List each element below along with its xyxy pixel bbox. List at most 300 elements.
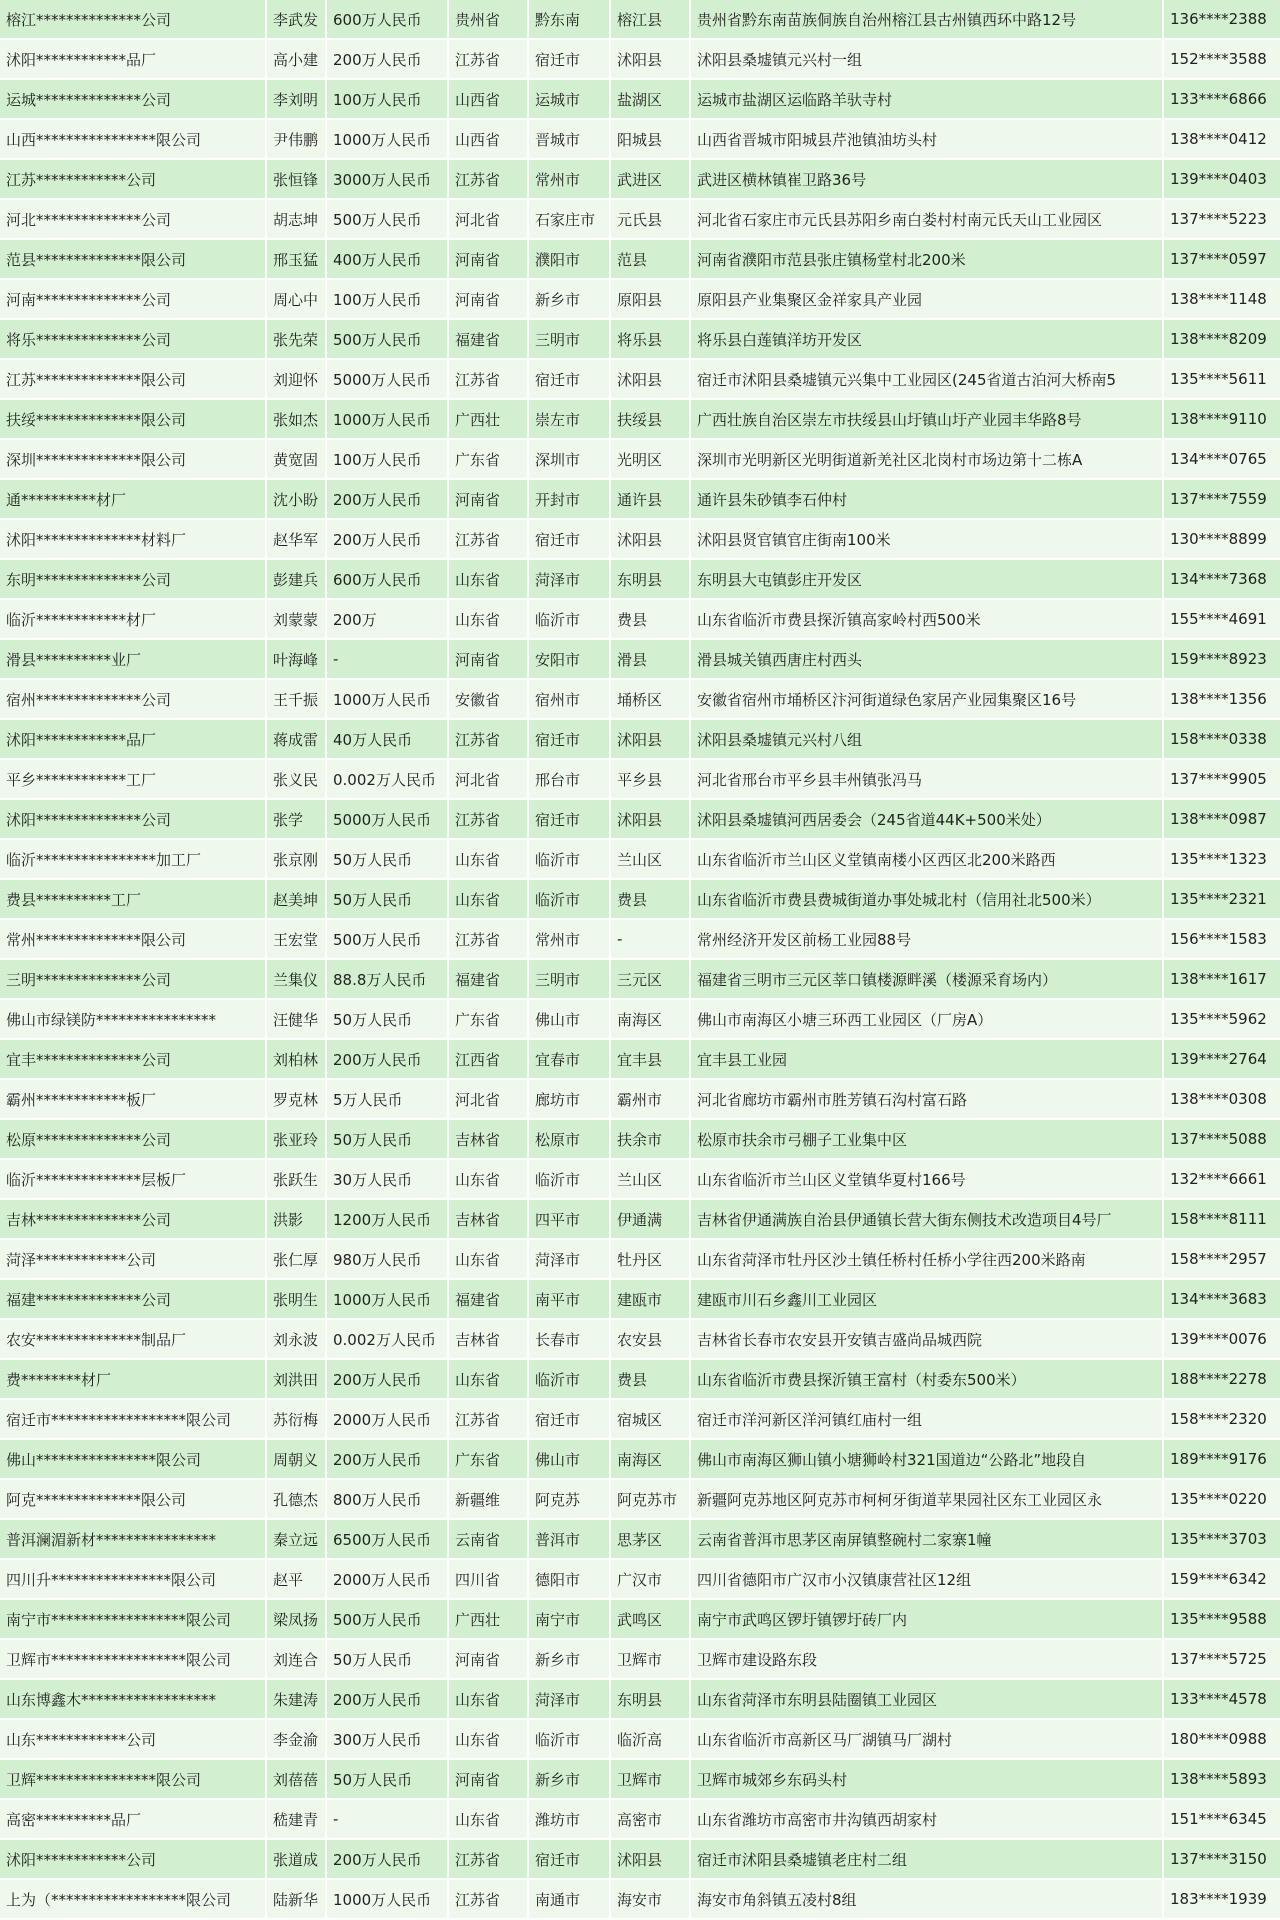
legal-person-cell: 嵇建青: [267, 1800, 325, 1840]
district-cell: 霸州市: [611, 1080, 689, 1120]
phone-cell: 139****0403: [1164, 160, 1280, 200]
province-cell: 山东省: [449, 1360, 527, 1400]
registered-capital-cell: 980万人民币: [327, 1240, 447, 1280]
address-cell: 福建省三明市三元区莘口镇楼源畔溪（楼源采育场内）: [691, 960, 1162, 1000]
city-cell: 邢台市: [529, 760, 609, 800]
company-name-cell: 宿州**************公司: [0, 680, 265, 720]
city-cell: 三明市: [529, 960, 609, 1000]
registered-capital-cell: 0.002万人民币: [327, 1320, 447, 1360]
legal-person-cell: 张道成: [267, 1840, 325, 1880]
registered-capital-cell: 5万人民币: [327, 1080, 447, 1120]
phone-cell: 135****5962: [1164, 1000, 1280, 1040]
city-cell: 新乡市: [529, 1640, 609, 1680]
registered-capital-cell: 500万人民币: [327, 200, 447, 240]
district-cell: 宜丰县: [611, 1040, 689, 1080]
address-cell: 卫辉市建设路东段: [691, 1640, 1162, 1680]
address-cell: 山东省临沂市兰山区义堂镇南楼小区西区北200米路西: [691, 840, 1162, 880]
registered-capital-cell: 3000万人民币: [327, 160, 447, 200]
company-name-cell: 三明**************公司: [0, 960, 265, 1000]
city-cell: 临沂市: [529, 880, 609, 920]
company-name-cell: 山东博鑫木******************: [0, 1680, 265, 1720]
legal-person-cell: 刘永波: [267, 1320, 325, 1360]
city-cell: 常州市: [529, 920, 609, 960]
city-cell: 普洱市: [529, 1520, 609, 1560]
city-cell: 临沂市: [529, 1720, 609, 1760]
address-cell: 新疆阿克苏地区阿克苏市柯柯牙街道苹果园社区东工业园区永: [691, 1480, 1162, 1520]
legal-person-cell: 刘迎怀: [267, 360, 325, 400]
city-cell: 宿迁市: [529, 1400, 609, 1440]
district-cell: 沭阳县: [611, 40, 689, 80]
table-row: [0, 1560, 1280, 1600]
city-cell: 临沂市: [529, 600, 609, 640]
city-cell: 三明市: [529, 320, 609, 360]
registered-capital-cell: 200万人民币: [327, 40, 447, 80]
table-row: [0, 40, 1280, 80]
district-cell: 思茅区: [611, 1520, 689, 1560]
address-cell: 宿迁市洋河新区洋河镇红庙村一组: [691, 1400, 1162, 1440]
address-cell: 海安市角斜镇五凌村8组: [691, 1880, 1162, 1920]
phone-cell: 151****6345: [1164, 1800, 1280, 1840]
city-cell: 新乡市: [529, 1760, 609, 1800]
phone-cell: 158****8111: [1164, 1200, 1280, 1240]
city-cell: 长春市: [529, 1320, 609, 1360]
district-cell: 卫辉市: [611, 1640, 689, 1680]
phone-cell: 158****2957: [1164, 1240, 1280, 1280]
province-cell: 江苏省: [449, 520, 527, 560]
company-name-cell: 扶绥**************限公司: [0, 400, 265, 440]
table-row: [0, 1880, 1280, 1920]
phone-cell: 134****3683: [1164, 1280, 1280, 1320]
address-cell: 常州经济开发区前杨工业园88号: [691, 920, 1162, 960]
province-cell: 山东省: [449, 840, 527, 880]
district-cell: 扶绥县: [611, 400, 689, 440]
company-name-cell: 菏泽************公司: [0, 1240, 265, 1280]
province-cell: 山东省: [449, 1240, 527, 1280]
province-cell: 江西省: [449, 1040, 527, 1080]
company-name-cell: 河南**************公司: [0, 280, 265, 320]
city-cell: 阿克苏: [529, 1480, 609, 1520]
district-cell: 海安市: [611, 1880, 689, 1920]
phone-cell: 134****7368: [1164, 560, 1280, 600]
company-name-cell: 农安**************制品厂: [0, 1320, 265, 1360]
phone-cell: 138****1148: [1164, 280, 1280, 320]
province-cell: 吉林省: [449, 1320, 527, 1360]
address-cell: 通许县朱砂镇李石仲村: [691, 480, 1162, 520]
legal-person-cell: 王宏堂: [267, 920, 325, 960]
phone-cell: 137****3150: [1164, 1840, 1280, 1880]
table-row: [0, 1200, 1280, 1240]
phone-cell: 138****0987: [1164, 800, 1280, 840]
legal-person-cell: 张恒锋: [267, 160, 325, 200]
legal-person-cell: 沈小盼: [267, 480, 325, 520]
registered-capital-cell: 200万: [327, 600, 447, 640]
registered-capital-cell: 400万人民币: [327, 240, 447, 280]
registered-capital-cell: 600万人民币: [327, 0, 447, 40]
company-name-cell: 霸州************板厂: [0, 1080, 265, 1120]
legal-person-cell: 张仁厚: [267, 1240, 325, 1280]
address-cell: 深圳市光明新区光明街道新羌社区北岗村市场边第十二栋A: [691, 440, 1162, 480]
city-cell: 黔东南: [529, 0, 609, 40]
city-cell: 德阳市: [529, 1560, 609, 1600]
city-cell: 安阳市: [529, 640, 609, 680]
registered-capital-cell: 300万人民币: [327, 1720, 447, 1760]
district-cell: 南海区: [611, 1000, 689, 1040]
phone-cell: 135****3703: [1164, 1520, 1280, 1560]
company-name-cell: 佛山市绿镁防****************: [0, 1000, 265, 1040]
company-name-cell: 滑县**********业厂: [0, 640, 265, 680]
address-cell: 宿迁市沭阳县桑墟镇元兴集中工业园区(245省道古泊河大桥南5: [691, 360, 1162, 400]
address-cell: 佛山市南海区小塘三环西工业园区（厂房A）: [691, 1000, 1162, 1040]
district-cell: 高密市: [611, 1800, 689, 1840]
company-name-cell: 临沂**************层板厂: [0, 1160, 265, 1200]
company-name-cell: 沭阳************品厂: [0, 40, 265, 80]
registered-capital-cell: 6500万人民币: [327, 1520, 447, 1560]
registered-capital-cell: 600万人民币: [327, 560, 447, 600]
address-cell: 山东省菏泽市牡丹区沙土镇任桥村任桥小学往西200米路南: [691, 1240, 1162, 1280]
province-cell: 吉林省: [449, 1120, 527, 1160]
legal-person-cell: 刘洪田: [267, 1360, 325, 1400]
province-cell: 河南省: [449, 280, 527, 320]
registered-capital-cell: 100万人民币: [327, 80, 447, 120]
registered-capital-cell: 500万人民币: [327, 920, 447, 960]
legal-person-cell: 张义民: [267, 760, 325, 800]
address-cell: 佛山市南海区狮山镇小塘狮岭村321国道边“公路北”地段自: [691, 1440, 1162, 1480]
table-row: [0, 320, 1280, 360]
legal-person-cell: 张如杰: [267, 400, 325, 440]
phone-cell: 152****3588: [1164, 40, 1280, 80]
table-row: [0, 240, 1280, 280]
phone-cell: 135****0220: [1164, 1480, 1280, 1520]
district-cell: 农安县: [611, 1320, 689, 1360]
company-name-cell: 临沂************材厂: [0, 600, 265, 640]
company-name-cell: 山西****************限公司: [0, 120, 265, 160]
registered-capital-cell: 200万人民币: [327, 1360, 447, 1400]
registered-capital-cell: 200万人民币: [327, 480, 447, 520]
table-row: [0, 80, 1280, 120]
table-row: [0, 1760, 1280, 1800]
legal-person-cell: 刘连合: [267, 1640, 325, 1680]
legal-person-cell: 王千振: [267, 680, 325, 720]
company-name-cell: 临沂****************加工厂: [0, 840, 265, 880]
city-cell: 南通市: [529, 1880, 609, 1920]
company-name-cell: 运城**************公司: [0, 80, 265, 120]
phone-cell: 138****0412: [1164, 120, 1280, 160]
address-cell: 东明县大屯镇彭庄开发区: [691, 560, 1162, 600]
legal-person-cell: 高小建: [267, 40, 325, 80]
district-cell: 兰山区: [611, 840, 689, 880]
legal-person-cell: 叶海峰: [267, 640, 325, 680]
address-cell: 南宁市武鸣区锣圩镇锣圩砖厂内: [691, 1600, 1162, 1640]
registered-capital-cell: 1000万人民币: [327, 1880, 447, 1920]
legal-person-cell: 邢玉猛: [267, 240, 325, 280]
province-cell: 广东省: [449, 440, 527, 480]
phone-cell: 138****5893: [1164, 1760, 1280, 1800]
province-cell: 江苏省: [449, 1840, 527, 1880]
table-row: [0, 1440, 1280, 1480]
table-row: [0, 200, 1280, 240]
table-row: [0, 1600, 1280, 1640]
phone-cell: 158****0338: [1164, 720, 1280, 760]
company-name-cell: 佛山****************限公司: [0, 1440, 265, 1480]
city-cell: 南平市: [529, 1280, 609, 1320]
table-row: [0, 1240, 1280, 1280]
district-cell: 宿城区: [611, 1400, 689, 1440]
legal-person-cell: 秦立远: [267, 1520, 325, 1560]
table-row: [0, 1840, 1280, 1880]
district-cell: 武鸣区: [611, 1600, 689, 1640]
address-cell: 河北省邢台市平乡县丰州镇张冯马: [691, 760, 1162, 800]
registered-capital-cell: -: [327, 640, 447, 680]
city-cell: 廊坊市: [529, 1080, 609, 1120]
district-cell: 阿克苏市: [611, 1480, 689, 1520]
city-cell: 临沂市: [529, 840, 609, 880]
city-cell: 南宁市: [529, 1600, 609, 1640]
province-cell: 江苏省: [449, 920, 527, 960]
company-name-cell: 费县**********工厂: [0, 880, 265, 920]
company-name-cell: 吉林**************公司: [0, 1200, 265, 1240]
address-cell: 云南省普洱市思茅区南屏镇整碗村二家寨1幢: [691, 1520, 1162, 1560]
legal-person-cell: 陆新华: [267, 1880, 325, 1920]
table-row: [0, 160, 1280, 200]
table-row: [0, 1480, 1280, 1520]
legal-person-cell: 梁凤扬: [267, 1600, 325, 1640]
legal-person-cell: 张先荣: [267, 320, 325, 360]
registered-capital-cell: 50万人民币: [327, 1760, 447, 1800]
phone-cell: 183****1939: [1164, 1880, 1280, 1920]
city-cell: 运城市: [529, 80, 609, 120]
address-cell: 广西壮族自治区崇左市扶绥县山圩镇山圩产业园丰华路8号: [691, 400, 1162, 440]
legal-person-cell: 苏衍梅: [267, 1400, 325, 1440]
address-cell: 吉林省伊通满族自治县伊通镇长营大街东侧技术改造项目4号厂: [691, 1200, 1162, 1240]
legal-person-cell: 张跃生: [267, 1160, 325, 1200]
address-cell: 滑县城关镇西唐庄村西头: [691, 640, 1162, 680]
address-cell: 山东省临沂市费县费城街道办事处城北村（信用社北500米）: [691, 880, 1162, 920]
city-cell: 菏泽市: [529, 1240, 609, 1280]
company-name-cell: 平乡************工厂: [0, 760, 265, 800]
district-cell: 平乡县: [611, 760, 689, 800]
city-cell: 潍坊市: [529, 1800, 609, 1840]
phone-cell: 138****1617: [1164, 960, 1280, 1000]
legal-person-cell: 黄宽固: [267, 440, 325, 480]
address-cell: 宿迁市沭阳县桑墟镇老庄村二组: [691, 1840, 1162, 1880]
legal-person-cell: 尹伟鹏: [267, 120, 325, 160]
company-name-cell: 宿迁市******************限公司: [0, 1400, 265, 1440]
district-cell: 盐湖区: [611, 80, 689, 120]
city-cell: 宜春市: [529, 1040, 609, 1080]
province-cell: 山东省: [449, 880, 527, 920]
phone-cell: 135****1323: [1164, 840, 1280, 880]
company-name-cell: 江苏**************限公司: [0, 360, 265, 400]
registered-capital-cell: 800万人民币: [327, 1480, 447, 1520]
phone-cell: 139****0076: [1164, 1320, 1280, 1360]
legal-person-cell: 孔德杰: [267, 1480, 325, 1520]
table-row: [0, 440, 1280, 480]
phone-cell: 137****9905: [1164, 760, 1280, 800]
city-cell: 开封市: [529, 480, 609, 520]
registered-capital-cell: 1000万人民币: [327, 400, 447, 440]
district-cell: 费县: [611, 880, 689, 920]
city-cell: 菏泽市: [529, 1680, 609, 1720]
address-cell: 建瓯市川石乡鑫川工业园区: [691, 1280, 1162, 1320]
phone-cell: 133****6866: [1164, 80, 1280, 120]
phone-cell: 133****4578: [1164, 1680, 1280, 1720]
province-cell: 山东省: [449, 1720, 527, 1760]
province-cell: 山东省: [449, 600, 527, 640]
address-cell: 运城市盐湖区运临路羊驮寺村: [691, 80, 1162, 120]
address-cell: 山东省潍坊市高密市井沟镇西胡家村: [691, 1800, 1162, 1840]
company-name-cell: 普洱澜湄新材****************: [0, 1520, 265, 1560]
city-cell: 新乡市: [529, 280, 609, 320]
table-row: [0, 720, 1280, 760]
table-row: [0, 360, 1280, 400]
address-cell: 山东省菏泽市东明县陆圈镇工业园区: [691, 1680, 1162, 1720]
legal-person-cell: 张京刚: [267, 840, 325, 880]
table-row: [0, 1360, 1280, 1400]
district-cell: 通许县: [611, 480, 689, 520]
table-row: [0, 560, 1280, 600]
company-name-cell: 南宁市******************限公司: [0, 1600, 265, 1640]
city-cell: 常州市: [529, 160, 609, 200]
table-row: [0, 1280, 1280, 1320]
city-cell: 崇左市: [529, 400, 609, 440]
table-row: [0, 0, 1280, 40]
city-cell: 佛山市: [529, 1440, 609, 1480]
district-cell: 三元区: [611, 960, 689, 1000]
district-cell: 沭阳县: [611, 520, 689, 560]
province-cell: 山东省: [449, 560, 527, 600]
legal-person-cell: 刘蓓蓓: [267, 1760, 325, 1800]
table-row: [0, 1120, 1280, 1160]
registered-capital-cell: 2000万人民币: [327, 1560, 447, 1600]
district-cell: 临沂高: [611, 1720, 689, 1760]
company-name-cell: 卫辉市******************限公司: [0, 1640, 265, 1680]
phone-cell: 189****9176: [1164, 1440, 1280, 1480]
legal-person-cell: 李武发: [267, 0, 325, 40]
address-cell: 吉林省长春市农安县开安镇吉盛尚品城西院: [691, 1320, 1162, 1360]
company-name-cell: 四川升****************限公司: [0, 1560, 265, 1600]
company-name-cell: 卫辉****************限公司: [0, 1760, 265, 1800]
company-name-cell: 河北**************公司: [0, 200, 265, 240]
legal-person-cell: 赵美坤: [267, 880, 325, 920]
registered-capital-cell: 200万人民币: [327, 1840, 447, 1880]
table-row: [0, 880, 1280, 920]
province-cell: 山西省: [449, 80, 527, 120]
district-cell: 范县: [611, 240, 689, 280]
company-name-cell: 东明**************公司: [0, 560, 265, 600]
legal-person-cell: 张学: [267, 800, 325, 840]
province-cell: 河北省: [449, 760, 527, 800]
district-cell: -: [611, 920, 689, 960]
company-name-cell: 深圳**************限公司: [0, 440, 265, 480]
province-cell: 山西省: [449, 120, 527, 160]
phone-cell: 137****7559: [1164, 480, 1280, 520]
registered-capital-cell: 30万人民币: [327, 1160, 447, 1200]
table-row: [0, 1160, 1280, 1200]
district-cell: 费县: [611, 600, 689, 640]
phone-cell: 137****5223: [1164, 200, 1280, 240]
district-cell: 牡丹区: [611, 1240, 689, 1280]
registered-capital-cell: 200万人民币: [327, 1440, 447, 1480]
table-row: [0, 480, 1280, 520]
province-cell: 江苏省: [449, 720, 527, 760]
legal-person-cell: 李金渝: [267, 1720, 325, 1760]
city-cell: 深圳市: [529, 440, 609, 480]
address-cell: 松原市扶余市弓棚子工业集中区: [691, 1120, 1162, 1160]
company-name-cell: 山东************公司: [0, 1720, 265, 1760]
registered-capital-cell: -: [327, 1800, 447, 1840]
legal-person-cell: 罗克林: [267, 1080, 325, 1120]
table-row: [0, 1520, 1280, 1560]
registered-capital-cell: 200万人民币: [327, 1040, 447, 1080]
district-cell: 费县: [611, 1360, 689, 1400]
address-cell: 山西省晋城市阳城县芹池镇油坊头村: [691, 120, 1162, 160]
province-cell: 福建省: [449, 320, 527, 360]
table-row: [0, 400, 1280, 440]
phone-cell: 156****1583: [1164, 920, 1280, 960]
table-row: [0, 640, 1280, 680]
table-row: [0, 1400, 1280, 1440]
legal-person-cell: 周心中: [267, 280, 325, 320]
province-cell: 吉林省: [449, 1200, 527, 1240]
registered-capital-cell: 88.8万人民币: [327, 960, 447, 1000]
company-name-cell: 高密**********品厂: [0, 1800, 265, 1840]
company-name-cell: 沭阳************公司: [0, 1840, 265, 1880]
district-cell: 东明县: [611, 560, 689, 600]
phone-cell: 155****4691: [1164, 600, 1280, 640]
province-cell: 河北省: [449, 1080, 527, 1120]
district-cell: 扶余市: [611, 1120, 689, 1160]
registered-capital-cell: 1000万人民币: [327, 680, 447, 720]
district-cell: 将乐县: [611, 320, 689, 360]
province-cell: 江苏省: [449, 40, 527, 80]
address-cell: 河南省濮阳市范县张庄镇杨堂村北200米: [691, 240, 1162, 280]
phone-cell: 134****0765: [1164, 440, 1280, 480]
phone-cell: 137****0597: [1164, 240, 1280, 280]
address-cell: 山东省临沂市兰山区义堂镇华夏村166号: [691, 1160, 1162, 1200]
district-cell: 南海区: [611, 1440, 689, 1480]
company-name-cell: 宜丰**************公司: [0, 1040, 265, 1080]
district-cell: 光明区: [611, 440, 689, 480]
table-row: [0, 1320, 1280, 1360]
registered-capital-cell: 50万人民币: [327, 1640, 447, 1680]
company-name-cell: 沭阳**************材料厂: [0, 520, 265, 560]
city-cell: 宿迁市: [529, 800, 609, 840]
phone-cell: 138****0308: [1164, 1080, 1280, 1120]
province-cell: 江苏省: [449, 800, 527, 840]
legal-person-cell: 赵华军: [267, 520, 325, 560]
address-cell: 山东省临沂市费县探沂镇高家岭村西500米: [691, 600, 1162, 640]
table-row: [0, 1000, 1280, 1040]
phone-cell: 139****2764: [1164, 1040, 1280, 1080]
phone-cell: 135****2321: [1164, 880, 1280, 920]
district-cell: 榕江县: [611, 0, 689, 40]
table-row: [0, 600, 1280, 640]
province-cell: 河南省: [449, 240, 527, 280]
phone-cell: 135****5611: [1164, 360, 1280, 400]
company-name-cell: 沭阳**************公司: [0, 800, 265, 840]
province-cell: 广东省: [449, 1440, 527, 1480]
phone-cell: 137****5725: [1164, 1640, 1280, 1680]
phone-cell: 159****6342: [1164, 1560, 1280, 1600]
registered-capital-cell: 100万人民币: [327, 440, 447, 480]
registered-capital-cell: 50万人民币: [327, 880, 447, 920]
table-row: [0, 1680, 1280, 1720]
legal-person-cell: 兰集仪: [267, 960, 325, 1000]
city-cell: 石家庄市: [529, 200, 609, 240]
province-cell: 江苏省: [449, 360, 527, 400]
legal-person-cell: 蒋成雷: [267, 720, 325, 760]
registered-capital-cell: 5000万人民币: [327, 360, 447, 400]
